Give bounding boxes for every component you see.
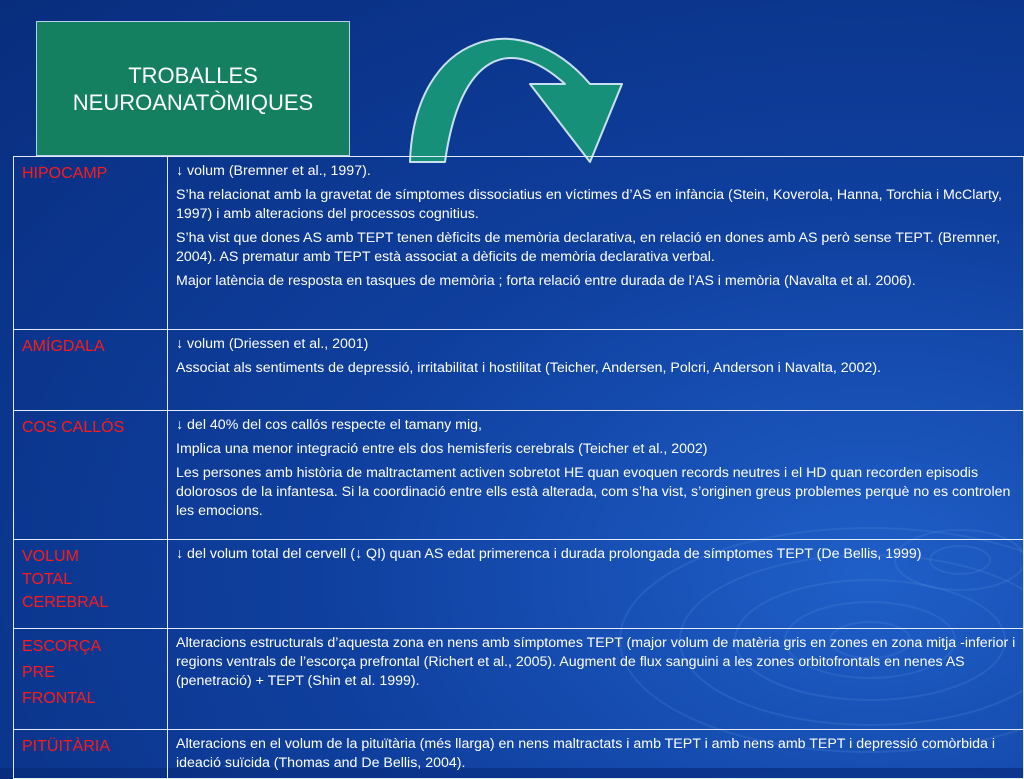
findings-table — [13, 156, 1024, 779]
curved-arrow-icon — [400, 14, 660, 164]
row-description-cell — [168, 730, 1024, 779]
description-line: Alteracions estructurals d’aquesta zona en nens amb símptomes TEPT (major volum de matèria gris en zones en zona mitja -inferior i regions ventrals de l’escorça prefrontal (Richert et al., 2005). Augment de flux sanguini a les zones orbitofrontals en nenes AS (penetració) + TEPT (Shin et al. 1999). — [176, 635, 1016, 689]
description-line: ↓ volum (Driessen et al., 2001) — [176, 336, 369, 352]
row-description-cell — [168, 540, 1024, 629]
row-label: TOTAL — [22, 571, 73, 588]
description-line: ↓ volum (Bremner et al., 1997). — [176, 163, 371, 179]
description-line: S’ha vist que dones AS amb TEPT tenen dèficits de memòria declarativa, en relació en dones amb AS però sense TEPT. (Bremner, 2004). AS prematur amb TEPT està associat a dèficits de memòria declarativa verbal. — [176, 230, 1001, 265]
row-label: PRE — [22, 664, 55, 681]
row-label: CEREBRAL — [22, 594, 109, 611]
row-label: COS CALLÓS — [22, 419, 125, 436]
row-label-cell — [14, 730, 168, 779]
table-row — [14, 157, 1024, 330]
description-line: Alteracions en el volum de la pituïtària (més llarga) en nens maltractats i amb TEPT i amb nens amb TEPT i depressió comòrbida i ideació suïcida (Thomas and De Bellis, 2004). — [176, 736, 996, 771]
table-row — [14, 629, 1024, 730]
description-line: Associat als sentiments de depressió, irritabilitat i hostilitat (Teicher, Andersen, Polcri, Anderson i Navalta, 2002). — [176, 360, 881, 376]
table-row — [14, 330, 1024, 411]
row-label: VOLUM — [22, 548, 79, 565]
row-description-cell — [168, 629, 1024, 730]
description-line: S’ha relacionat amb la gravetat de símptomes dissociatius en víctimes d’AS en infància (Stein, Koverola, Hanna, Torchia i McClarty, 1997) i amb alteracions del processos cognitius. — [176, 187, 1002, 222]
row-label-cell — [14, 157, 168, 330]
description-line: ↓ del 40% del cos callós respecte el tamany mig, — [176, 417, 482, 433]
row-description-cell — [168, 411, 1024, 540]
slide-title — [53, 62, 333, 116]
description-line: Implica una menor integració entre els dos hemisferis cerebrals (Teicher et al., 2002) — [176, 441, 708, 457]
title-line-2: NEUROANATÒMIQUES — [72, 89, 314, 115]
table-row — [14, 730, 1024, 779]
row-label-cell — [14, 629, 168, 730]
table-row — [14, 411, 1024, 540]
table-row — [14, 540, 1024, 629]
row-label-cell — [14, 330, 168, 411]
row-label: FRONTAL — [22, 690, 96, 707]
row-label-cell — [14, 540, 168, 629]
row-label: PITÜITÀRIA — [22, 738, 111, 755]
row-label: ESCORÇA — [22, 638, 102, 655]
title-line-1: TROBALLES — [128, 62, 258, 88]
row-description-cell — [168, 157, 1024, 330]
description-line: ↓ del volum total del cervell (↓ QI) quan AS edat primerenca i durada prolongada de símptomes TEPT (De Bellis, 1999) — [176, 546, 922, 562]
description-line: Major latència de resposta en tasques de memòria ; forta relació entre durada de l’AS i memòria (Navalta et al. 2006). — [176, 273, 916, 289]
row-label: AMÍGDALA — [22, 338, 105, 355]
description-line: Les persones amb història de maltractament activen sobretot HE quan evoquen records neutres i el HD quan recorden episodis dolorosos de la infantesa. Si la coordinació entre ells està alterada, com s’ha vist, s’originen greus problemes perquè no es controlen les emocions. — [176, 465, 1011, 519]
row-description-cell — [168, 330, 1024, 411]
title-box — [36, 21, 350, 156]
row-label: HIPOCAMP — [22, 165, 108, 182]
row-label-cell — [14, 411, 168, 540]
